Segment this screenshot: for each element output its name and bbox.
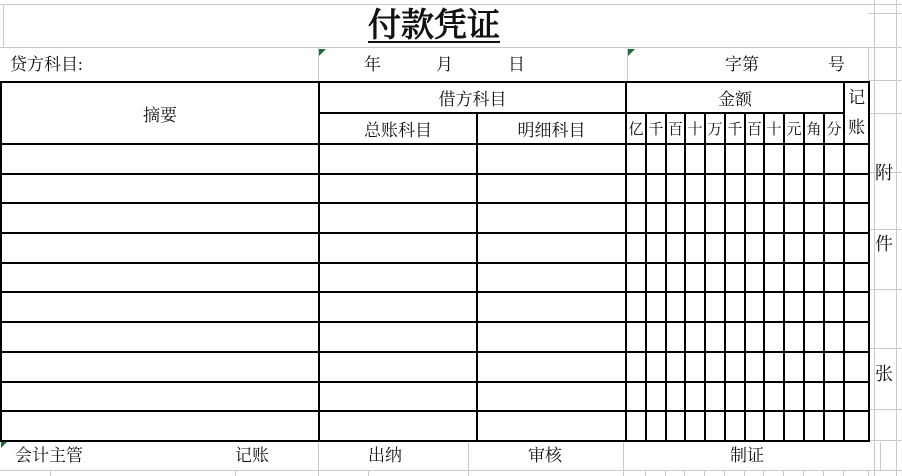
voucher-cell[interactable]: [725, 322, 745, 352]
voucher-cell[interactable]: [745, 352, 764, 382]
voucher-cell[interactable]: [784, 263, 804, 293]
voucher-row: [1, 203, 869, 233]
voucher-cell[interactable]: [725, 233, 745, 263]
voucher-cell[interactable]: [745, 144, 764, 174]
voucher-cell[interactable]: [824, 203, 844, 233]
footer-accounting-supervisor: 会计主管: [15, 446, 83, 465]
voucher-cell[interactable]: [646, 322, 666, 352]
voucher-cell[interactable]: [319, 352, 477, 382]
voucher-cell[interactable]: [784, 203, 804, 233]
digit-header: 元: [784, 113, 804, 144]
voucher-row: [1, 233, 869, 263]
voucher-cell[interactable]: [477, 411, 626, 441]
gridline: [318, 442, 319, 470]
voucher-row: [1, 411, 869, 441]
voucher-cell[interactable]: [745, 203, 764, 233]
voucher-cell[interactable]: [725, 203, 745, 233]
voucher-cell[interactable]: [319, 263, 477, 293]
voucher-cell[interactable]: [804, 174, 824, 204]
voucher-cell[interactable]: [477, 174, 626, 204]
voucher-cell[interactable]: [824, 233, 844, 263]
voucher-cell[interactable]: [745, 233, 764, 263]
voucher-cell[interactable]: [666, 352, 685, 382]
digit-header: 百: [666, 113, 685, 144]
voucher-cell[interactable]: [626, 144, 646, 174]
voucher-cell[interactable]: [705, 411, 725, 441]
voucher-cell[interactable]: [685, 144, 705, 174]
voucher-cell[interactable]: [745, 174, 764, 204]
date-field[interactable]: [318, 48, 625, 81]
voucher-cell[interactable]: [844, 411, 869, 441]
voucher-cell[interactable]: [646, 292, 666, 322]
voucher-cell[interactable]: [784, 382, 804, 412]
voucher-cell[interactable]: [784, 292, 804, 322]
voucher-row: [1, 322, 869, 352]
page-title: [0, 5, 868, 47]
voucher-cell[interactable]: [804, 292, 824, 322]
voucher-cell[interactable]: [784, 322, 804, 352]
voucher-cell[interactable]: [804, 411, 824, 441]
gridline: [318, 470, 319, 476]
date-year-label: 年: [364, 55, 381, 74]
debit-account-header: 借方科目: [319, 82, 626, 113]
gridline: [744, 470, 745, 476]
gridline: [868, 470, 869, 476]
attachment-label-zhang: 张: [875, 364, 893, 384]
voucher-cell[interactable]: [626, 322, 646, 352]
voucher-cell[interactable]: [319, 292, 477, 322]
voucher-cell[interactable]: [646, 263, 666, 293]
digit-header: 十: [685, 113, 705, 144]
voucher-cell[interactable]: [319, 144, 477, 174]
gridline: [704, 470, 705, 476]
voucher-cell[interactable]: [477, 233, 626, 263]
header-row-1: [1, 82, 869, 113]
gridline: [468, 442, 469, 470]
voucher-cell[interactable]: [745, 263, 764, 293]
voucher-cell[interactable]: [477, 322, 626, 352]
voucher-cell[interactable]: [685, 322, 705, 352]
voucher-cell[interactable]: [685, 233, 705, 263]
voucher-cell[interactable]: [666, 233, 685, 263]
voucher-cell[interactable]: [477, 292, 626, 322]
voucher-table: [0, 81, 870, 442]
voucher-cell[interactable]: [685, 174, 705, 204]
voucher-cell[interactable]: [685, 263, 705, 293]
voucher-cell[interactable]: [844, 292, 869, 322]
voucher-cell[interactable]: [646, 174, 666, 204]
voucher-cell[interactable]: [844, 144, 869, 174]
gridline: [868, 48, 869, 81]
voucher-cell[interactable]: [319, 322, 477, 352]
error-indicator-triangle: [628, 49, 635, 56]
voucher-cell[interactable]: [1, 263, 319, 293]
voucher-cell[interactable]: [705, 233, 725, 263]
voucher-cell[interactable]: [844, 382, 869, 412]
voucher-cell[interactable]: [725, 174, 745, 204]
posting-header-top: 记: [848, 88, 866, 107]
footer-cashier: 出纳: [368, 446, 402, 465]
amount-header: 金额: [626, 82, 844, 113]
voucher-cell[interactable]: [626, 174, 646, 204]
voucher-cell[interactable]: [646, 352, 666, 382]
error-indicator-triangle: [1, 441, 8, 448]
voucher-cell[interactable]: [685, 382, 705, 412]
gridline: [783, 470, 784, 476]
voucher-cell[interactable]: [646, 382, 666, 412]
gridline: [50, 470, 51, 476]
digit-header: 百: [745, 113, 764, 144]
voucher-cell[interactable]: [824, 382, 844, 412]
attachment-label-jian: 件: [875, 234, 893, 254]
voucher-cell[interactable]: [626, 203, 646, 233]
digit-header: 千: [725, 113, 745, 144]
voucher-cell[interactable]: [626, 292, 646, 322]
voucher-cell[interactable]: [626, 263, 646, 293]
voucher-cell[interactable]: [477, 144, 626, 174]
voucher-cell[interactable]: [824, 263, 844, 293]
voucher-cell[interactable]: [705, 174, 725, 204]
voucher-cell[interactable]: [764, 322, 784, 352]
voucher-cell[interactable]: [1, 292, 319, 322]
voucher-row: [1, 144, 869, 174]
voucher-cell[interactable]: [784, 144, 804, 174]
gridline: [235, 470, 236, 476]
voucher-cell[interactable]: [844, 322, 869, 352]
voucher-cell[interactable]: [745, 382, 764, 412]
voucher-cell[interactable]: [745, 292, 764, 322]
voucher-cell[interactable]: [646, 203, 666, 233]
voucher-cell[interactable]: [319, 174, 477, 204]
digit-header: 千: [646, 113, 666, 144]
voucher-cell[interactable]: [666, 292, 685, 322]
voucher-cell[interactable]: [844, 233, 869, 263]
credit-account-label-text: 贷方科目:: [10, 55, 83, 74]
voucher-cell[interactable]: [1, 382, 319, 412]
voucher-cell[interactable]: [477, 352, 626, 382]
voucher-cell[interactable]: [764, 352, 784, 382]
voucher-cell[interactable]: [804, 322, 824, 352]
voucher-cell[interactable]: [477, 382, 626, 412]
voucher-cell[interactable]: [804, 352, 824, 382]
voucher-cell[interactable]: [844, 174, 869, 204]
voucher-cell[interactable]: [824, 292, 844, 322]
voucher-cell[interactable]: [784, 174, 804, 204]
digit-header: 分: [824, 113, 844, 144]
voucher-cell[interactable]: [764, 263, 784, 293]
voucher-cell[interactable]: [844, 263, 869, 293]
voucher-row: [1, 352, 869, 382]
voucher-cell[interactable]: [646, 411, 666, 441]
doc-number-suffix: 号: [828, 55, 845, 74]
voucher-cell[interactable]: [824, 411, 844, 441]
voucher-cell[interactable]: [626, 411, 646, 441]
doc-number-field[interactable]: [625, 48, 868, 81]
voucher-row: [1, 382, 869, 412]
footer-voucher-preparer: 制证: [730, 446, 764, 465]
voucher-cell[interactable]: [626, 382, 646, 412]
voucher-cell[interactable]: [319, 382, 477, 412]
voucher-table-body: [1, 144, 869, 441]
gridline: [823, 470, 824, 476]
voucher-cell[interactable]: [1, 322, 319, 352]
voucher-cell[interactable]: [764, 382, 784, 412]
voucher-cell[interactable]: [824, 144, 844, 174]
date-month-label: 月: [436, 55, 453, 74]
voucher-cell[interactable]: [626, 233, 646, 263]
voucher-cell[interactable]: [804, 263, 824, 293]
voucher-cell[interactable]: [666, 174, 685, 204]
gridline: [645, 470, 646, 476]
voucher-cell[interactable]: [666, 263, 685, 293]
voucher-cell[interactable]: [1, 144, 319, 174]
voucher-cell[interactable]: [477, 203, 626, 233]
voucher-cell[interactable]: [705, 203, 725, 233]
voucher-cell[interactable]: [1, 411, 319, 441]
voucher-cell[interactable]: [1, 174, 319, 204]
voucher-cell[interactable]: [1, 352, 319, 382]
voucher-cell[interactable]: [685, 292, 705, 322]
posting-header: [844, 82, 869, 144]
gridline: [684, 470, 685, 476]
voucher-cell[interactable]: [705, 144, 725, 174]
voucher-cell[interactable]: [705, 292, 725, 322]
detail-account-header: 明细科目: [477, 113, 626, 144]
voucher-cell[interactable]: [685, 411, 705, 441]
voucher-cell[interactable]: [764, 411, 784, 441]
voucher-row: [1, 292, 869, 322]
gridline: [623, 470, 624, 476]
gridline: [724, 470, 725, 476]
voucher-cell[interactable]: [804, 144, 824, 174]
page-title-text: 付款凭证: [368, 8, 500, 44]
voucher-cell[interactable]: [844, 352, 869, 382]
voucher-cell[interactable]: [666, 411, 685, 441]
gridline: [843, 470, 844, 476]
digit-header: 十: [764, 113, 784, 144]
voucher-cell[interactable]: [824, 174, 844, 204]
voucher-cell[interactable]: [1, 233, 319, 263]
voucher-cell[interactable]: [319, 411, 477, 441]
gridline: [623, 442, 624, 470]
voucher-cell[interactable]: [844, 203, 869, 233]
voucher-cell[interactable]: [784, 411, 804, 441]
voucher-cell[interactable]: [784, 233, 804, 263]
credit-account-label: [0, 48, 318, 81]
general-ledger-header: 总账科目: [319, 113, 477, 144]
gridline: [665, 470, 666, 476]
footer-reviewer: 审核: [528, 446, 562, 465]
gridline: [803, 470, 804, 476]
digit-header: 万: [705, 113, 725, 144]
voucher-cell[interactable]: [824, 352, 844, 382]
gridline: [880, 442, 881, 470]
voucher-cell[interactable]: [745, 411, 764, 441]
doc-number-prefix: 字第: [725, 55, 759, 74]
voucher-cell[interactable]: [725, 263, 745, 293]
voucher-cell[interactable]: [725, 352, 745, 382]
voucher-row: [1, 174, 869, 204]
voucher-cell[interactable]: [804, 203, 824, 233]
date-day-label: 日: [508, 55, 525, 74]
gridline: [0, 470, 902, 471]
voucher-cell[interactable]: [319, 233, 477, 263]
voucher-cell[interactable]: [745, 322, 764, 352]
voucher-row: [1, 263, 869, 293]
voucher-cell[interactable]: [1, 203, 319, 233]
posting-header-bottom: 账: [848, 118, 866, 137]
voucher-cell[interactable]: [804, 382, 824, 412]
voucher-cell[interactable]: [646, 233, 666, 263]
voucher-cell[interactable]: [764, 144, 784, 174]
voucher-cell[interactable]: [666, 203, 685, 233]
voucher-cell[interactable]: [804, 233, 824, 263]
voucher-cell[interactable]: [685, 203, 705, 233]
voucher-cell[interactable]: [764, 203, 784, 233]
voucher-cell[interactable]: [784, 352, 804, 382]
gridline: [468, 470, 469, 476]
summary-header: 摘要: [1, 82, 319, 144]
digit-header: 亿: [626, 113, 646, 144]
voucher-cell[interactable]: [725, 144, 745, 174]
voucher-cell[interactable]: [764, 174, 784, 204]
voucher-cell[interactable]: [666, 382, 685, 412]
voucher-cell[interactable]: [666, 144, 685, 174]
voucher-cell[interactable]: [705, 322, 725, 352]
attachment-label-fu: 附: [875, 163, 893, 183]
footer-bookkeeper: 记账: [235, 446, 269, 465]
voucher-cell[interactable]: [705, 352, 725, 382]
voucher-cell[interactable]: [626, 352, 646, 382]
gridline: [763, 470, 764, 476]
voucher-cell[interactable]: [477, 263, 626, 293]
voucher-cell[interactable]: [725, 382, 745, 412]
error-indicator-triangle: [319, 49, 326, 56]
voucher-cell[interactable]: [764, 233, 784, 263]
voucher-cell[interactable]: [705, 382, 725, 412]
voucher-cell[interactable]: [705, 263, 725, 293]
digit-header: 角: [804, 113, 824, 144]
voucher-cell[interactable]: [725, 292, 745, 322]
voucher-cell[interactable]: [646, 144, 666, 174]
voucher-cell[interactable]: [824, 322, 844, 352]
voucher-cell[interactable]: [685, 352, 705, 382]
voucher-cell[interactable]: [666, 322, 685, 352]
voucher-cell[interactable]: [764, 292, 784, 322]
gridline: [368, 470, 369, 476]
voucher-cell[interactable]: [319, 203, 477, 233]
voucher-cell[interactable]: [725, 411, 745, 441]
